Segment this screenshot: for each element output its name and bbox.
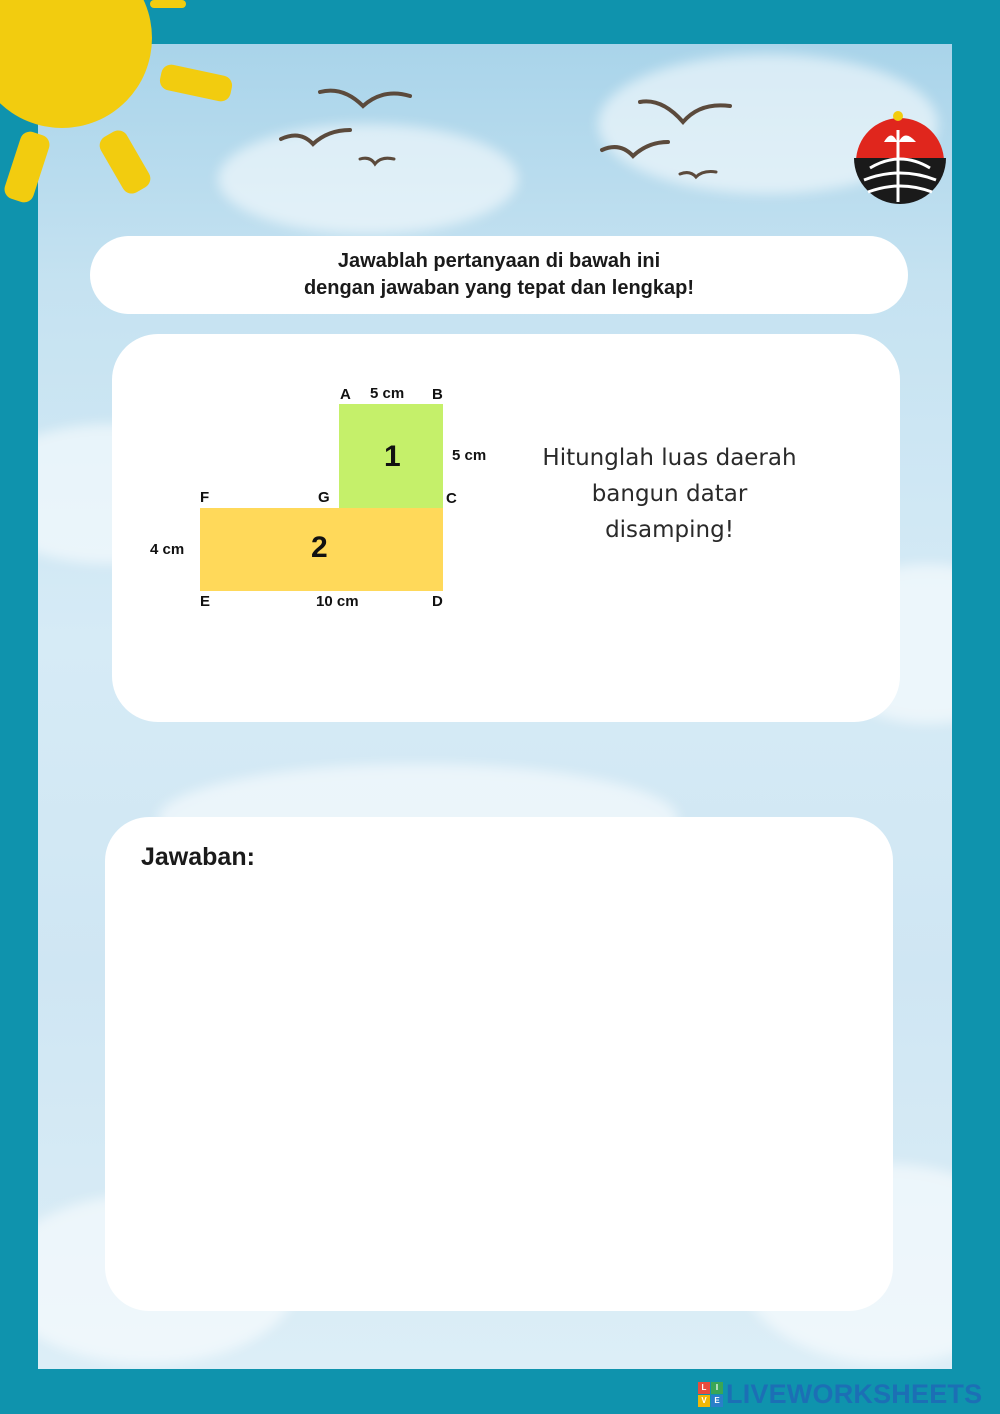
point-c-label: C — [446, 490, 457, 507]
liveworksheets-icon — [698, 1382, 723, 1407]
point-e-label: E — [200, 593, 211, 610]
icon-letter-l: L — [698, 1382, 710, 1394]
point-g-label: G — [318, 489, 330, 506]
liveworksheets-watermark — [698, 1378, 982, 1410]
question-line-3: disamping! — [605, 517, 734, 543]
university-logo — [850, 110, 950, 210]
question-prompt — [512, 440, 827, 548]
point-f-label: F — [200, 489, 210, 506]
region-2-label: 2 — [311, 531, 328, 564]
icon-letter-e: E — [711, 1395, 723, 1407]
watermark-text: LIVEWORKSHEETS — [726, 1378, 983, 1409]
point-a-label: A — [340, 386, 351, 403]
instruction-line-2: dengan jawaban yang tepat dan lengkap! — [303, 277, 695, 299]
question-line-1: Hitunglah luas daerah — [542, 445, 797, 471]
answer-input-area[interactable] — [141, 889, 857, 1289]
icon-letter-v: V — [698, 1395, 710, 1407]
region-1-label: 1 — [384, 440, 401, 473]
dimension-ab: 5 cm — [370, 385, 405, 402]
icon-letter-i: I — [711, 1382, 723, 1394]
answer-card — [105, 817, 893, 1311]
answer-label: Jawaban: — [141, 843, 255, 871]
point-b-label: B — [432, 386, 443, 403]
instruction-line-1: Jawablah pertanyaan di bawah ini — [337, 250, 661, 272]
dimension-bc: 5 cm — [452, 447, 487, 464]
question-card — [112, 334, 900, 722]
sun-illustration — [0, 0, 260, 220]
question-line-2: bangun datar — [591, 481, 748, 507]
point-d-label: D — [432, 593, 443, 610]
instruction-banner — [90, 236, 908, 314]
dimension-ed: 10 cm — [316, 593, 359, 610]
dimension-fe: 4 cm — [150, 541, 185, 558]
